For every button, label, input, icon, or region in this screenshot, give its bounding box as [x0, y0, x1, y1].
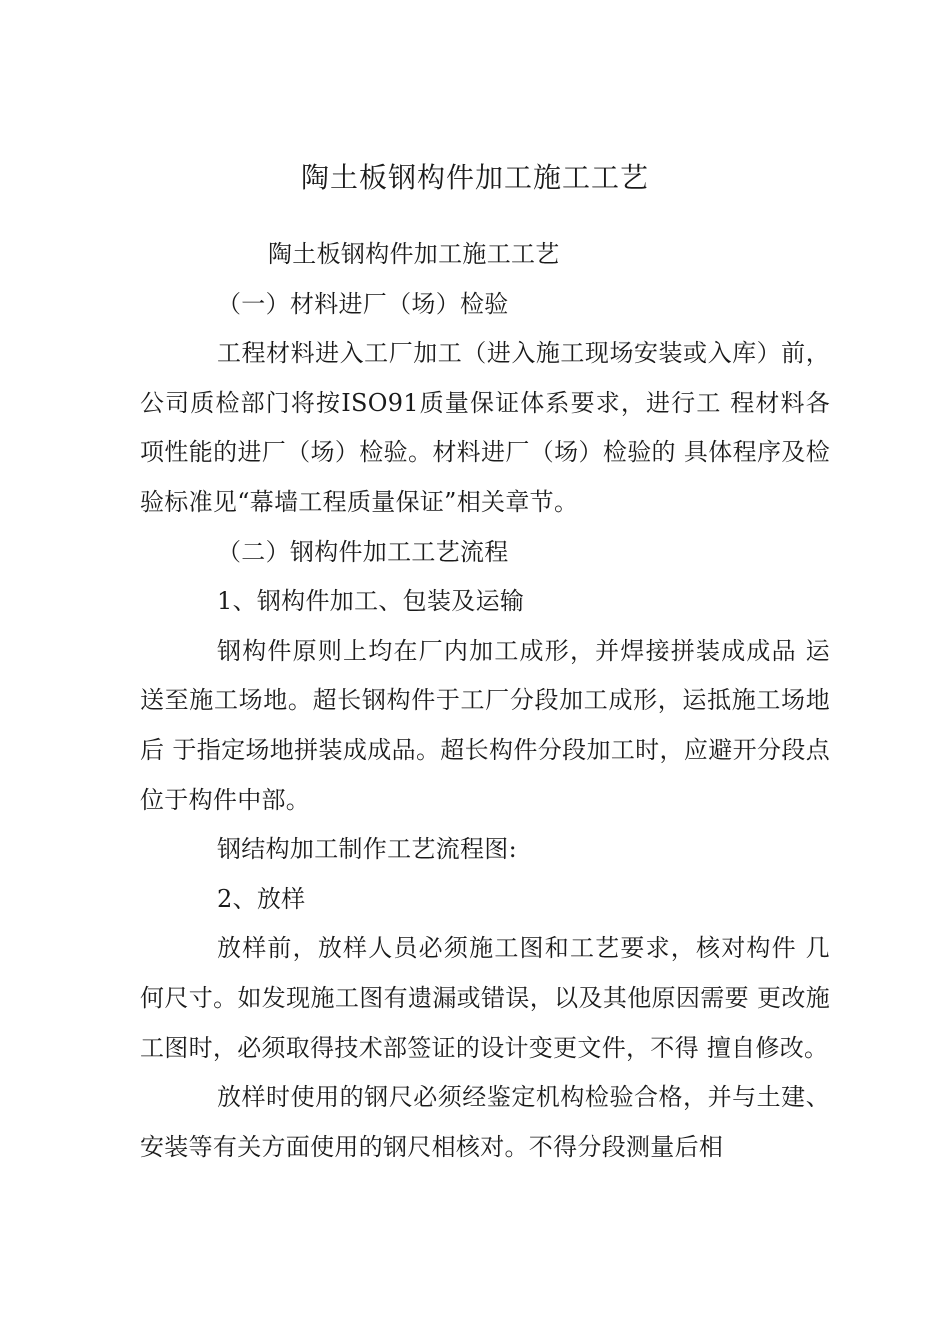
paragraph-flowchart-caption: 钢结构加工制作工艺流程图:: [217, 835, 517, 864]
paragraph-steel-ruler: 放样时使用的钢尺必须经鉴定机构检验合格，并与土建、安装等有关方面使用的钢尺相核对。不得分段测量后相: [140, 1083, 830, 1161]
section-heading-material-inspection: （一）材料进厂（场）检验: [217, 289, 509, 318]
paragraph-layout-check: 放样前，放样人员必须施工图和工艺要求，核对构件 几何尺寸。如发现施工图有遗漏或错误，以及其他原因需要 更改施工图时，必须取得技术部签证的设计变更文件，不得 擅自修改。: [140, 934, 830, 1062]
paragraph-processing-packaging: 钢构件原则上均在厂内加工成形，并焊接拼装成成品 运送至施工场地。超长钢构件于工厂分段加工成形，运抵施工场地后 于指定场地拼装成成品。超长构件分段加工时，应避开分段点位于构件中部。: [140, 636, 830, 814]
subtitle-paragraph: 陶土板钢构件加工施工工艺: [268, 240, 560, 268]
section-heading-process-flow: （二）钢构件加工工艺流程: [217, 537, 509, 566]
paragraph-material-inspection: 工程材料进入工厂加工（进入施工现场安装或入库）前，公司质检部门将按ISO91质量保证体系要求，进行工 程材料各项性能的进厂（场）检验。材料进厂（场）检验的 具体程序及检验标准见“幕墙工程质量保证”相关章节。: [140, 339, 830, 516]
subheading-layout: 2、放样: [217, 884, 306, 913]
document-title: 陶土板钢构件加工施工工艺: [300, 161, 649, 194]
document-body: [140, 230, 830, 1172]
subheading-processing-packaging: 1、钢构件加工、包装及运输: [217, 587, 525, 616]
